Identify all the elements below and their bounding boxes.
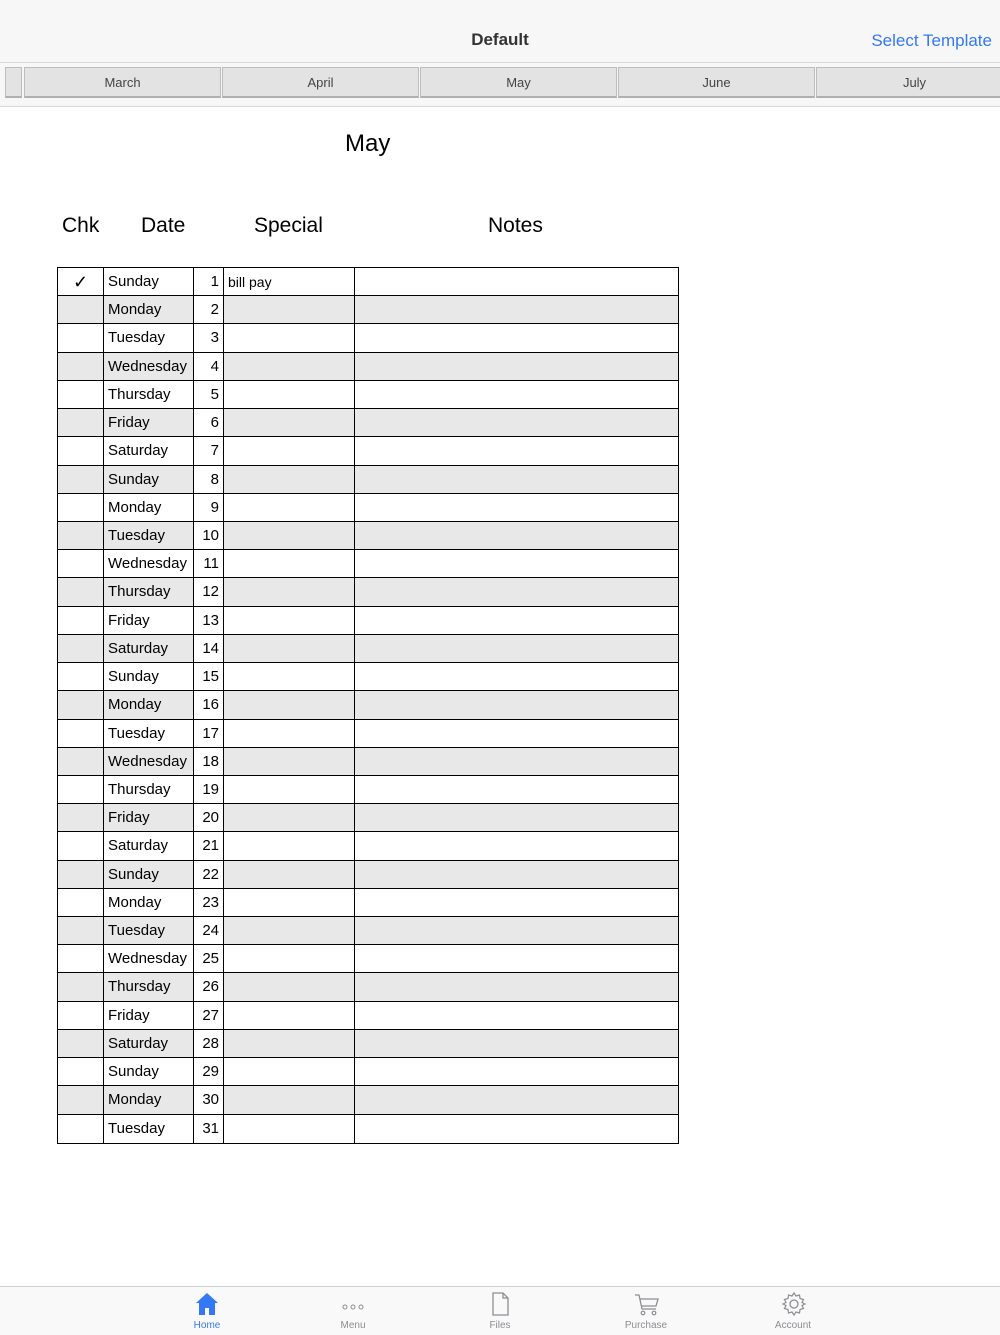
notes-cell[interactable] [355, 1030, 678, 1058]
checkbox-cell[interactable] [58, 296, 104, 324]
notes-cell[interactable] [355, 409, 678, 437]
table-row [58, 381, 678, 409]
special-cell[interactable] [224, 832, 355, 860]
special-cell[interactable] [224, 973, 355, 1001]
checkbox-cell[interactable] [58, 578, 104, 606]
special-cell[interactable] [224, 607, 355, 635]
monthly-checklist-table [57, 267, 679, 1144]
weekday-cell: Tuesday [104, 522, 194, 550]
weekday-cell: Wednesday [104, 945, 194, 973]
tab-menu-label: Menu [340, 1320, 366, 1331]
notes-cell[interactable] [355, 832, 678, 860]
checkbox-cell[interactable] [58, 324, 104, 352]
month-tab-june[interactable]: June [618, 67, 815, 98]
table-row [58, 353, 678, 381]
table-row [58, 748, 678, 776]
notes-cell[interactable] [355, 1058, 678, 1086]
special-cell[interactable] [224, 1086, 355, 1114]
table-row [58, 324, 678, 352]
tab-bar [0, 1286, 1000, 1335]
table-row [58, 917, 678, 945]
weekday-cell: Saturday [104, 635, 194, 663]
notes-cell[interactable] [355, 720, 678, 748]
weekday-cell: Sunday [104, 861, 194, 889]
day-number-cell: 19 [194, 776, 224, 804]
notes-cell[interactable] [355, 748, 678, 776]
weekday-cell: Tuesday [104, 324, 194, 352]
special-cell[interactable] [224, 437, 355, 465]
table-row [58, 832, 678, 860]
day-number-cell: 20 [194, 804, 224, 832]
table-row [58, 607, 678, 635]
day-number-cell: 2 [194, 296, 224, 324]
notes-cell[interactable] [355, 268, 678, 296]
table-row [58, 1115, 678, 1143]
column-header-special: Special [254, 214, 323, 237]
table-row [58, 1002, 678, 1030]
checkbox-cell[interactable] [58, 917, 104, 945]
tab-purchase-label: Purchase [624, 1320, 668, 1331]
month-tabs-scroll-edge [5, 67, 22, 98]
special-cell[interactable] [224, 748, 355, 776]
table-row [58, 861, 678, 889]
notes-cell[interactable] [355, 324, 678, 352]
notes-cell[interactable] [355, 945, 678, 973]
day-number-cell: 27 [194, 1002, 224, 1030]
weekday-cell: Friday [104, 409, 194, 437]
day-number-cell: 8 [194, 466, 224, 494]
weekday-cell: Monday [104, 494, 194, 522]
tab-purchase[interactable] [596, 1287, 696, 1335]
month-tab-july[interactable]: July [816, 67, 1000, 98]
special-cell[interactable] [224, 409, 355, 437]
checkbox-cell[interactable] [58, 437, 104, 465]
special-cell[interactable] [224, 776, 355, 804]
notes-cell[interactable] [355, 663, 678, 691]
special-cell[interactable] [224, 861, 355, 889]
weekday-cell: Tuesday [104, 917, 194, 945]
notes-cell[interactable] [355, 691, 678, 719]
notes-cell[interactable] [355, 776, 678, 804]
notes-cell[interactable] [355, 917, 678, 945]
column-header-notes: Notes [488, 214, 543, 237]
day-number-cell: 29 [194, 1058, 224, 1086]
weekday-cell: Friday [104, 607, 194, 635]
notes-cell[interactable] [355, 973, 678, 1001]
tab-files[interactable] [450, 1287, 550, 1335]
notes-cell[interactable] [355, 381, 678, 409]
weekday-cell: Monday [104, 889, 194, 917]
notes-cell[interactable] [355, 1086, 678, 1114]
notes-cell[interactable] [355, 607, 678, 635]
day-number-cell: 24 [194, 917, 224, 945]
checkbox-cell[interactable] [58, 1058, 104, 1086]
table-row [58, 1030, 678, 1058]
checkbox-cell[interactable] [58, 1002, 104, 1030]
day-number-cell: 3 [194, 324, 224, 352]
more-icon [341, 1291, 365, 1317]
notes-cell[interactable] [355, 635, 678, 663]
day-number-cell: 31 [194, 1115, 224, 1143]
weekday-cell: Thursday [104, 578, 194, 606]
nav-title: Default [471, 30, 529, 49]
checkbox-cell[interactable] [58, 550, 104, 578]
month-tab-march[interactable]: March [24, 67, 221, 98]
special-cell[interactable] [224, 494, 355, 522]
checkbox-cell[interactable] [58, 889, 104, 917]
notes-cell[interactable] [355, 522, 678, 550]
checkbox-cell[interactable] [58, 804, 104, 832]
weekday-cell: Wednesday [104, 748, 194, 776]
weekday-cell: Sunday [104, 663, 194, 691]
tab-account-label: Account [774, 1320, 812, 1331]
checkbox-cell[interactable] [58, 945, 104, 973]
weekday-cell: Tuesday [104, 1115, 194, 1143]
notes-cell[interactable] [355, 861, 678, 889]
special-cell[interactable] [224, 691, 355, 719]
notes-cell[interactable] [355, 1115, 678, 1143]
gear-icon [781, 1291, 807, 1317]
day-number-cell: 6 [194, 409, 224, 437]
special-cell[interactable] [224, 550, 355, 578]
checkbox-cell[interactable] [58, 691, 104, 719]
checkbox-cell[interactable] [58, 466, 104, 494]
special-cell[interactable] [224, 720, 355, 748]
table-row [58, 522, 678, 550]
tab-home-label: Home [193, 1320, 221, 1331]
checkbox-cell[interactable] [58, 663, 104, 691]
notes-cell[interactable] [355, 1002, 678, 1030]
weekday-cell: Thursday [104, 973, 194, 1001]
checkbox-cell[interactable]: ✓ [58, 268, 104, 296]
notes-cell[interactable] [355, 494, 678, 522]
day-number-cell: 28 [194, 1030, 224, 1058]
table-row [58, 889, 678, 917]
weekday-cell: Tuesday [104, 720, 194, 748]
checkbox-cell[interactable] [58, 522, 104, 550]
cart-icon [634, 1291, 660, 1317]
special-cell[interactable] [224, 1030, 355, 1058]
checkbox-cell[interactable] [58, 832, 104, 860]
day-number-cell: 16 [194, 691, 224, 719]
checkbox-cell[interactable] [58, 381, 104, 409]
tab-menu[interactable] [303, 1287, 403, 1335]
day-number-cell: 26 [194, 973, 224, 1001]
day-number-cell: 25 [194, 945, 224, 973]
special-cell[interactable]: bill pay [224, 268, 355, 296]
weekday-cell: Sunday [104, 268, 194, 296]
checkbox-cell[interactable] [58, 748, 104, 776]
table-row [58, 437, 678, 465]
table-row [58, 1086, 678, 1114]
special-cell[interactable] [224, 381, 355, 409]
table-row [58, 973, 678, 1001]
checkbox-cell[interactable] [58, 494, 104, 522]
day-number-cell: 14 [194, 635, 224, 663]
table-row [58, 635, 678, 663]
table-row [58, 1058, 678, 1086]
special-cell[interactable] [224, 578, 355, 606]
page-month-title: May [345, 130, 391, 157]
column-header-chk: Chk [62, 214, 100, 237]
table-row [58, 494, 678, 522]
special-cell[interactable] [224, 917, 355, 945]
checkbox-cell[interactable] [58, 973, 104, 1001]
checkbox-cell[interactable] [58, 635, 104, 663]
column-header-date: Date [141, 214, 186, 237]
notes-cell[interactable] [355, 353, 678, 381]
notes-cell[interactable] [355, 437, 678, 465]
home-icon [195, 1291, 219, 1317]
weekday-cell: Friday [104, 804, 194, 832]
notes-cell[interactable] [355, 804, 678, 832]
notes-cell[interactable] [355, 466, 678, 494]
weekday-cell: Monday [104, 1086, 194, 1114]
day-number-cell: 11 [194, 550, 224, 578]
notes-cell[interactable] [355, 550, 678, 578]
special-cell[interactable] [224, 324, 355, 352]
weekday-cell: Thursday [104, 776, 194, 804]
table-row [58, 296, 678, 324]
special-cell[interactable] [224, 663, 355, 691]
tab-files-label: Files [489, 1320, 511, 1331]
special-cell[interactable] [224, 296, 355, 324]
special-cell[interactable] [224, 466, 355, 494]
day-number-cell: 10 [194, 522, 224, 550]
special-cell[interactable] [224, 945, 355, 973]
table-row [58, 720, 678, 748]
checkbox-cell[interactable] [58, 607, 104, 635]
checkbox-cell[interactable] [58, 409, 104, 437]
special-cell[interactable] [224, 1058, 355, 1086]
day-number-cell: 15 [194, 663, 224, 691]
checkbox-cell[interactable] [58, 1086, 104, 1114]
day-number-cell: 5 [194, 381, 224, 409]
day-number-cell: 7 [194, 437, 224, 465]
notes-cell[interactable] [355, 578, 678, 606]
weekday-cell: Wednesday [104, 550, 194, 578]
checkbox-cell[interactable] [58, 720, 104, 748]
weekday-cell: Wednesday [104, 353, 194, 381]
table-row [58, 578, 678, 606]
table-row [58, 804, 678, 832]
tab-home[interactable] [157, 1287, 257, 1335]
day-number-cell: 21 [194, 832, 224, 860]
weekday-cell: Saturday [104, 1030, 194, 1058]
month-tabs [0, 63, 1000, 107]
special-cell[interactable] [224, 635, 355, 663]
day-number-cell: 30 [194, 1086, 224, 1114]
table-row [58, 550, 678, 578]
day-number-cell: 1 [194, 268, 224, 296]
weekday-cell: Saturday [104, 832, 194, 860]
month-tab-april[interactable]: April [222, 67, 419, 98]
table-row [58, 409, 678, 437]
table-row [58, 268, 678, 296]
weekday-cell: Monday [104, 691, 194, 719]
special-cell[interactable] [224, 804, 355, 832]
weekday-cell: Sunday [104, 1058, 194, 1086]
weekday-cell: Thursday [104, 381, 194, 409]
special-cell[interactable] [224, 353, 355, 381]
day-number-cell: 23 [194, 889, 224, 917]
special-cell[interactable] [224, 889, 355, 917]
day-number-cell: 4 [194, 353, 224, 381]
notes-cell[interactable] [355, 889, 678, 917]
day-number-cell: 9 [194, 494, 224, 522]
select-template-button[interactable]: Select Template [871, 31, 992, 50]
day-number-cell: 18 [194, 748, 224, 776]
weekday-cell: Friday [104, 1002, 194, 1030]
table-row [58, 663, 678, 691]
checkbox-cell[interactable] [58, 861, 104, 889]
table-row [58, 776, 678, 804]
month-tab-may[interactable]: May [420, 67, 617, 98]
checkbox-cell[interactable] [58, 1030, 104, 1058]
table-row [58, 466, 678, 494]
weekday-cell: Sunday [104, 466, 194, 494]
weekday-cell: Saturday [104, 437, 194, 465]
day-number-cell: 13 [194, 607, 224, 635]
notes-cell[interactable] [355, 296, 678, 324]
table-row [58, 945, 678, 973]
special-cell[interactable] [224, 1002, 355, 1030]
navigation-bar [0, 0, 1000, 63]
file-icon [488, 1291, 512, 1317]
checkbox-cell[interactable] [58, 776, 104, 804]
checkbox-cell[interactable] [58, 353, 104, 381]
special-cell[interactable] [224, 1115, 355, 1143]
table-row [58, 691, 678, 719]
checkbox-cell[interactable] [58, 1115, 104, 1143]
tab-account[interactable] [743, 1287, 843, 1335]
day-number-cell: 12 [194, 578, 224, 606]
special-cell[interactable] [224, 522, 355, 550]
day-number-cell: 17 [194, 720, 224, 748]
day-number-cell: 22 [194, 861, 224, 889]
weekday-cell: Monday [104, 296, 194, 324]
